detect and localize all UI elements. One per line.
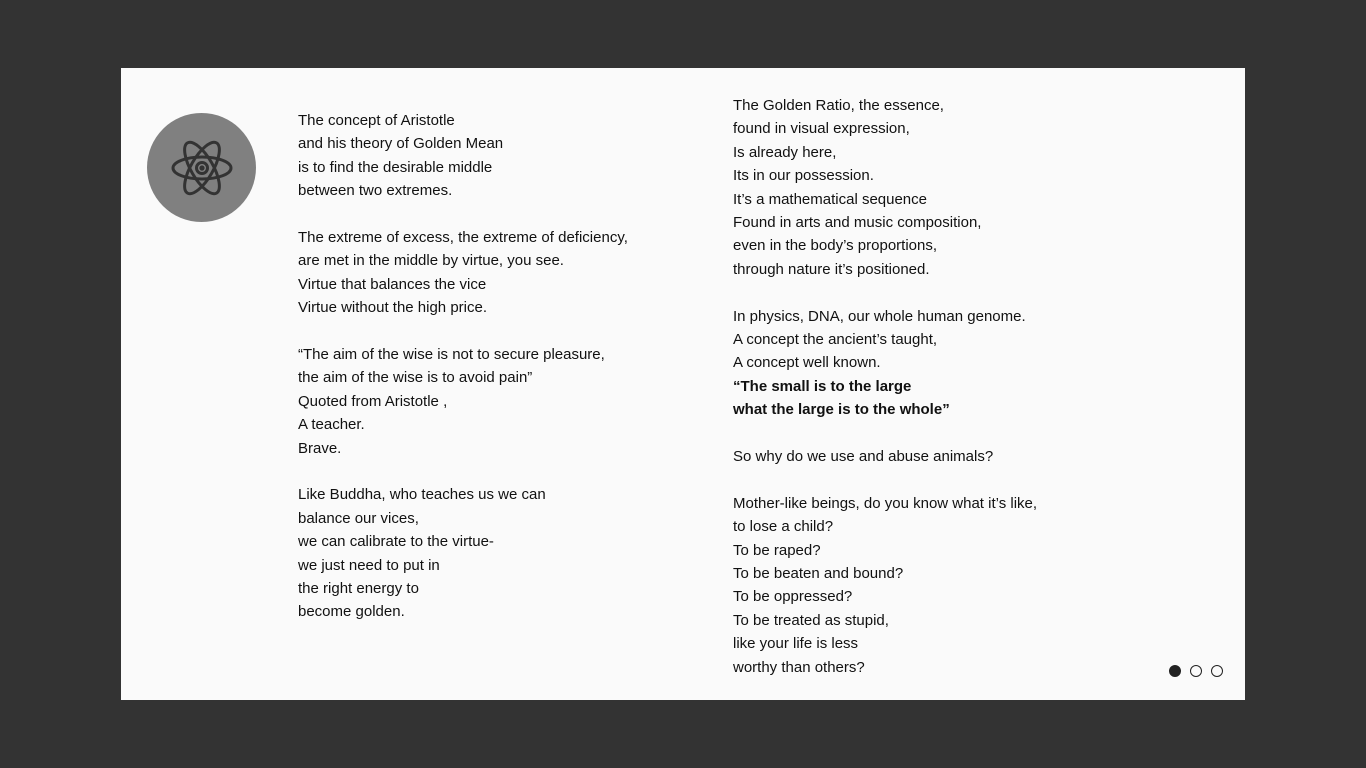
poem-line: Quoted from Aristotle , <box>298 392 448 410</box>
poem-line: Its in our possession. <box>733 167 874 185</box>
poem-line: To be beaten and bound? <box>733 565 904 583</box>
poem-line: It’s a mathematical sequence <box>733 190 927 208</box>
poem-line: The Golden Ratio, the essence, <box>733 97 944 114</box>
poem-line: Virtue without the high price. <box>298 299 488 317</box>
poem-line: Virtue that balances the vice <box>298 275 487 293</box>
poem-line: between two extremes. <box>298 182 453 200</box>
poem-stanza <box>298 343 698 460</box>
atom-icon <box>170 136 234 200</box>
poem-line: Is already here, <box>733 143 837 161</box>
poem-line: found in visual expression, <box>733 120 910 138</box>
poem-line: the aim of the wise is to avoid pain” <box>298 369 533 387</box>
poem-line: Brave. <box>298 439 342 457</box>
poem-stanza <box>733 492 1153 679</box>
poem-stanza <box>298 109 698 203</box>
poem-line: “The aim of the wise is not to secure pleasure, <box>298 346 605 364</box>
atom-badge <box>147 113 256 222</box>
poem-line: To be oppressed? <box>733 588 853 606</box>
pagination-dot-1[interactable] <box>1169 665 1181 677</box>
poem-stanza <box>298 226 698 320</box>
poem-stanza <box>733 94 1153 281</box>
poem-line: become golden. <box>298 603 405 621</box>
pagination-dot-2[interactable] <box>1190 665 1202 677</box>
poem-line: like your life is less <box>733 635 859 653</box>
poem-line: we just need to put in <box>298 556 440 574</box>
poem-line: and his theory of Golden Mean <box>298 135 504 153</box>
poem-line: even in the body’s proportions, <box>733 237 938 255</box>
atom-nucleus <box>199 165 204 170</box>
poem-left-column <box>298 109 698 624</box>
poem-right-column <box>733 94 1153 679</box>
poem-line: So why do we use and abuse animals? <box>733 448 994 466</box>
poem-line: balance our vices, <box>298 509 419 527</box>
poem-line: Found in arts and music composition, <box>733 214 982 232</box>
poem-line: Mother-like beings, do you know what it’s like, <box>733 494 1038 512</box>
poem-stanza <box>733 445 1153 468</box>
poem-line: Like Buddha, who teaches us we can <box>298 486 546 504</box>
poem-line: are met in the middle by virtue, you see. <box>298 252 564 270</box>
poem-line-bold-quote: “The small is to the large <box>733 377 912 395</box>
content-card <box>121 68 1245 700</box>
poem-line-bold-quote: what the large is to the whole” <box>733 401 950 419</box>
poem-line: A concept well known. <box>733 354 881 372</box>
poem-stanza <box>298 483 698 623</box>
pagination-dot-3[interactable] <box>1211 665 1223 677</box>
poem-line: To be raped? <box>733 541 821 559</box>
poem-line: through nature it’s positioned. <box>733 260 930 278</box>
poem-line: worthy than others? <box>733 658 865 676</box>
poem-stanza <box>733 305 1153 422</box>
poem-line: In physics, DNA, our whole human genome. <box>733 307 1026 325</box>
poem-line: the right energy to <box>298 580 419 598</box>
poem-line: To be treated as stupid, <box>733 611 889 629</box>
pagination-dots <box>1169 665 1223 677</box>
poem-line: The concept of Aristotle <box>298 112 455 129</box>
poem-line: is to find the desirable middle <box>298 158 493 176</box>
poem-line: to lose a child? <box>733 518 834 536</box>
poem-line: The extreme of excess, the extreme of deficiency, <box>298 229 628 247</box>
poem-line: A teacher. <box>298 416 365 434</box>
poem-line: we can calibrate to the virtue- <box>298 533 494 551</box>
poem-line: A concept the ancient’s taught, <box>733 331 938 349</box>
